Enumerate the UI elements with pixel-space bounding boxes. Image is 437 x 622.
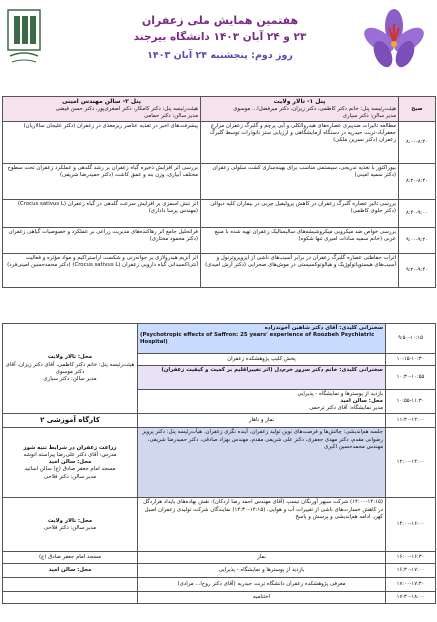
table-row: ۱۰:۵۵-۱۱:۳۰ بازدید از پوسترها و نمایشگاه - پذیرایی محل: سالن امید مدیر نمایشگاه: آقای دکتر ترحمی [3, 390, 436, 414]
table-row: ۱۱:۳۰-۱۲:۰۰ نماز و ناهار کارگاه آموزشی ۲ [3, 414, 436, 428]
table-row: ۹:۵۰-۱۰:۱۵ سخنرانی کلیدی: آقای دکتر شاهین آخوندزاده (Psychotropic effects of Saffron: 25 years' experience of Roozbeh Psychiatric Hospital) محل: تالار ولایت هیئت‌رئیسه پنل: خانم دکتر کاظمی، آقای دکتر زیزان، آقای دکتر موسوی مدیر سالن: دکتر سیاری [3, 324, 436, 354]
table-row: ۱۷:۰۰-۱۷:۳۰ معرفی پژوهشکده زعفران دانشگاه تربت حیدریه (آقای دکتر روح‌ا... مرادی) [3, 578, 436, 592]
workshop-detail-cell: زراعت زعفران در شرایط تنیه شور مدرس: آقای دکتر علی‌رضا پیراسته انوشه محل: سالن امید مسجد امام جعفر صادق (ع) سالن اساتید مدیر سالن: دکتر فلاحی [3, 428, 138, 498]
posters-break: بازدید از پوسترها و نمایشگاه - پذیرایی محل: سالن امید مدیر نمایشگاه: آقای دکتر ترحمی [138, 390, 386, 414]
morning-panels-table [2, 96, 436, 288]
keynote-khorramdel: سخنرانی کلیدی: خانم دکتر سرور خرم‌دل (اثر تغییراقلیم بر کمیت و کیفیت زعفران) [138, 366, 386, 390]
table-row: ۹:۲۰-۹:۴۰ اثرات حفاظتی عصاره گلبرگ زعفران در برابر آسیب‌های ناشی از ایزوپروترنول و آسیب‌های هیستوپاتولوژیک و هیالوتوکسیستی در موش‌های صحرایی (دکتر آرش امیدی) اثر آنزیم هیدرولازی بر جوانه‌زنی و شکست اراستراکیم و مواد مؤثره و فعالیت آنتی‌اکسیدانی گیاه دارویی زعفران (Crocus sativus L) (دکتر محمدحسین امینی‌فرد) [3, 254, 436, 288]
table-row: ۱۰:۱۵-۱۰:۳۰ پخش کلیپ پژوهشکده زعفران [3, 354, 436, 366]
conference-title: هفتمین همایش ملی زعفران [141, 14, 299, 27]
morning-label: صبح [399, 97, 436, 122]
roundtable-session: جلسه هم‌اندیشی: چالش‌ها و فرصت‌های نوین تولید زعفران، آینده نگری زعفران. هیأت‌رئیسه پنل: دکتر پرویز رضوانی مقدم، دکتر مهدی جعفری، دکتر علی شریفی مقدم، مهندس بهزاد صادقی، دکتر حمیدرضا شریفی، مهندس محمدحسین اکبری [138, 428, 386, 498]
table-row: ۱۶:۰۰-۱۶:۳۰ نماز مسجد امام جعفر صادق (ع) [3, 552, 436, 564]
conference-dates: ۲۳ و ۲۴ آبان ۱۴۰۳ دانشگاه بیرجند [133, 31, 307, 43]
table-row: ۸:۲۰-۸:۴۰ بیوراکتور با تغذیه تدریجی، سیستمی مناسب برای بهینه‌سازی کشت سلولی زعفران (دکتر سمیه امینی) بررسی اثر افزایش ذخیره گیاه زعفران بر رشد گلدهی و عملکرد زعفران تحت سطوح مختلف آبیاری، وزن بنه و عمق کاشت (دکتر حمیدرضا شریفی) [3, 164, 436, 200]
falahi-cell: محل: تالار ولایت مدیر سالن: دکتر فلاحی [3, 498, 138, 552]
saffron-flower-logo [359, 6, 429, 76]
day-label: روز دوم: پنجشنبه ۲۴ آبان ۱۴۰۳ [147, 50, 293, 61]
table-row: ۱۲:۰۰-۱۴:۰۰ جلسه هم‌اندیشی: چالش‌ها و فرصت‌های نوین تولید زعفران، آینده نگری زعفران. هیأت‌رئیسه پنل: دکتر پرویز رضوانی مقدم، دکتر مهدی جعفری، دکتر علی شریفی مقدم، مهندس بهزاد صادقی، دکتر حمیدرضا شریفی، مهندس محمدحسین اکبری زراعت زعفران در شرایط تنیه شور مدرس: آقای دکتر علی‌رضا پیراسته انوشه محل: سالن امید مسجد امام جعفر صادق (ع) سالن اساتید مدیر سالن: دکتر فلاحی [3, 428, 436, 498]
panel1-header: پنل ۱- تالار ولایت هیئت‌رئیسه پنل: خانم دکتر کاظمی، دکتر زیزان، دکتر میرفضل‌ا... موسوی مدیر سالن: دکتر سیاری [201, 97, 399, 122]
sponsor-session: (۱۴:۰۰-۱۴:۱۵) شرکت سپهر آورنگان تیسپ (آقای مهندس احمد رضا اردکان): نقش نهاده‌های بایداد هزاردگل در کاهش خسارت‌های ناشی از تغییرات آب و هوایی. (۱۴:۱۵-۱۴:۳۰) نمایندگان شرکت تولیدی زعفران اصیل کهن. ادامه هم‌اندیشی و پرسش و پاسخ [138, 498, 386, 552]
page-header [0, 0, 437, 90]
table-row: ۹:۰۰-۹:۲۰ بررسی خواص ضد میکروبی میکروشیشه‌های سالیسالیک زعفران تهیه شده با منبع عربی (خانم سمیه سادات امیری تنها شکوه) فراتحلیل جامع اثر رهاکنده‌های مدیریت زراعی بر عملکرد و خصوصیات گیاهی زعفران (دکتر محمود مختاری) [3, 228, 436, 254]
table-row: ۸:۴۰-۹:۰۰ بررسی تاثیر عصاره گلبرگ زعفران در کاهش پرولیفیل چربی در بیماران کلیه دیوالی (دکتر جلوی کاظمی) اثر تنش اسمزی بر افزایش سرعت گلدهی در گیاه زعفران (Crocus sativus L) (مهندس پرسا داداری) [3, 200, 436, 228]
afternoon-schedule-table [2, 323, 436, 604]
table-row: ۸:۰۰-۸:۲۰ مطالعه تاثیرات ضدپیری عصاره‌های هیدروالکلی و آبی پرچم و گلبرگ زعفران مزارع جعفرآباد-تربت حیدریه در دستگاه آزمایشگاهی و ارزیابی ستز نانوذرات توسط گلبرگ زعفران (دکتر نسرین ملکی) پیشرفت‌های اخیر در تغذیه عناصر ریزمغذی در زعفران (دکتر علیجان سالاریان) [3, 122, 436, 164]
workshop-cell: کارگاه آموزشی ۲ [3, 414, 138, 428]
table-row: ۱۷:۳۰-۱۸:۰۰ اختتامیه [3, 592, 436, 604]
panel2-header: پنل ۲- سالن مهندس امینی هیئت‌رئیسه پنل: دکتر کامکار، دکتر اصغری‌پور، دکتر حسن فیضی مدیر سالن: دکتر حمامی [3, 97, 201, 122]
table-row: ۱۰:۳۰-۱۰:۵۵ سخنرانی کلیدی: خانم دکتر سرور خرم‌دل (اثر تغییراقلیم بر کمیت و کیفیت زعفران) [3, 366, 436, 390]
university-logo [6, 6, 42, 70]
velayat-side-cell: محل: تالار ولایت هیئت‌رئیسه پنل: خانم دکتر کاظمی، آقای دکتر زیزان، آقای دکتر موسوی مدیر سالن: دکتر سیاری [3, 324, 138, 414]
table-row: ۱۶:۳۰-۱۷:۰۰ بازدید از پوسترها و نمایشگاه - پذیرایی محل: سالن امید [3, 564, 436, 578]
table-row: ۱۴:۰۰-۱۶:۰۰ (۱۴:۰۰-۱۴:۱۵) شرکت سپهر آورنگان تیسپ (آقای مهندس احمد رضا اردکان): نقش نهاده‌های بایداد هزاردگل در کاهش خسارت‌های ناشی از تغییرات آب و هوایی. (۱۴:۱۵-۱۴:۳۰) نمایندگان شرکت تولیدی زعفران اصیل کهن. ادامه هم‌اندیشی و پرسش و پاسخ محل: تالار ولایت مدیر سالن: دکتر فلاحی [3, 498, 436, 552]
keynote-akhondzadeh: سخنرانی کلیدی: آقای دکتر شاهین آخوندزاده (Psychotropic effects of Saffron: 25 years' experience of Roozbeh Psychiatric Hospital) [138, 324, 386, 354]
